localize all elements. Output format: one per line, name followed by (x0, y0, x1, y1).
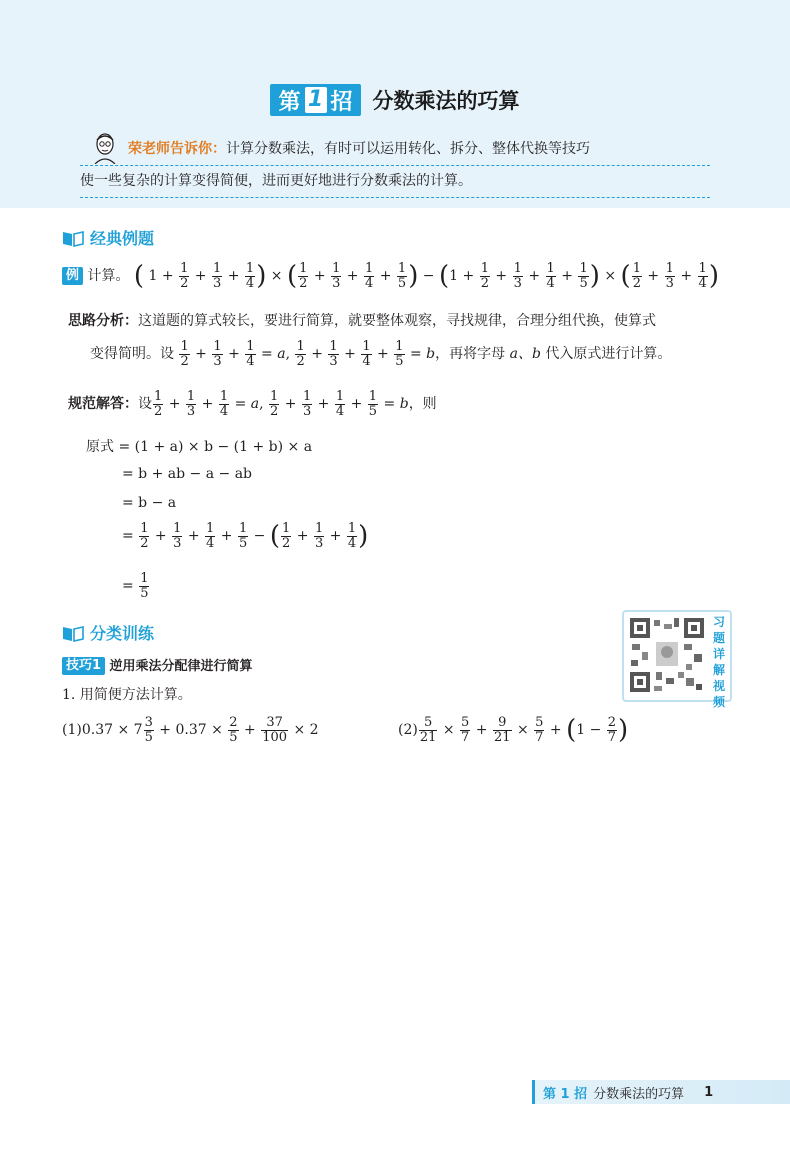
chapter-suffix: 招 (330, 89, 353, 115)
solution-step-4: = $\frac{1}{5}$ (122, 571, 149, 601)
thinking-text-1: 这道题的算式较长，要进行简算，就要整体观察，寻找规律，合理分组代换，使算式 (138, 313, 656, 329)
training-heading-text: 分类训练 (90, 624, 155, 643)
solution-step-3: = $\frac{1}{2}$ + $\frac{1}{3}$ + $\frac{1}{4}$ + $\frac{1}{5}$ − ( $\frac{1}{2}$ + $\frac{1}{3}$ + $\frac{1}{4}$ ) (122, 521, 369, 552)
question-1: 1. 用简便方法计算。 (62, 687, 192, 703)
solution-step-1: = b + ab − a − ab (122, 466, 252, 482)
thinking-line-1 (68, 310, 656, 330)
part-1-label: (1) (62, 722, 82, 739)
qr-code-icon[interactable] (628, 616, 706, 694)
tip-text-1: 计算分数乘法，有时可以运用转化、拆分、整体代换等技巧 (226, 141, 590, 157)
answer-set: 设 (138, 396, 152, 413)
teacher-tip (80, 134, 710, 198)
part-2-label: (2) (398, 722, 418, 739)
solution-step-0: 原式 = (1 + a) × b − (1 + b) × a (86, 439, 313, 455)
tip-line-2 (80, 166, 710, 198)
footer-chapter: 第 1 招 (543, 1086, 588, 1102)
tip-speaker: 荣老师告诉你： (128, 141, 226, 157)
thinking-label: 思路分析： (68, 313, 138, 329)
example-heading-text: 经典例题 (90, 229, 155, 248)
chapter-title: 分数乘法的巧算 (372, 89, 520, 113)
thinking-text-2b: ，再将字母 (435, 346, 506, 363)
thinking-line-2: 变得简明。设 $\frac{1}{2}$ + $\frac{1}{3}$ + $\frac{1}{4}$ = a, $\frac{1}{2}$ + $\frac{1}{3}$ + $\frac{1}{4}$ + $\frac{1}{5}$ = b，再将字母 a、b 代入原式进行计算。 (90, 339, 672, 369)
book-icon (62, 229, 84, 247)
technique-tag: 技巧1 (62, 657, 105, 675)
page-number: 1 (704, 1084, 714, 1100)
qr-code-box[interactable] (622, 610, 732, 709)
thinking-text-2c: 代入原式进行计算。 (545, 346, 672, 363)
answer-label: 规范解答： (68, 396, 138, 413)
tip-line-1 (80, 134, 710, 166)
answer-then: ，则 (408, 396, 437, 413)
page-footer (532, 1080, 790, 1104)
technique-line (62, 655, 253, 675)
chapter-title-row (0, 82, 790, 118)
technique-title: 逆用乘法分配律进行简算 (109, 659, 253, 674)
training-heading (62, 621, 154, 644)
tip-text-2: 使一些复杂的计算变得简便，进而更好地进行分数乘法的计算。 (80, 173, 472, 189)
thinking-text-2a: 变得简明。设 (90, 346, 174, 363)
answer-line: 规范解答：设 $\frac{1}{2}$ + $\frac{1}{3}$ + $\frac{1}{4}$ = a, $\frac{1}{2}$ + $\frac{1}{3}$ + $\frac{1}{4}$ + $\frac{1}{5}$ = b，则 (68, 389, 437, 419)
example-heading (62, 226, 154, 249)
qr-side-text: 习题详解视频 (712, 615, 725, 709)
chapter-badge (270, 84, 360, 116)
teacher-avatar-icon (90, 132, 120, 164)
example-prompt: 计算。 (87, 268, 130, 285)
book-icon (62, 624, 84, 642)
solution-step-2: = b − a (122, 495, 177, 511)
footer-title: 分数乘法的巧算 (593, 1086, 685, 1102)
footer-accent-bar (532, 1080, 535, 1104)
example-expression: 例 计算。 ( 1 + $\frac{1}{2}$ + $\frac{1}{3}$ + $\frac{1}{4}$ ) × ( $\frac{1}{2}$ + $\frac{1}{3}$ + $\frac{1}{4}$ + $\frac{1}{5}$ ) − (1 + $\frac{1}{2}$ + $\frac{1}{3}$ + $\frac{1}{4}$ + $\frac{1}{5}$ ) × ( $\frac{1}{2}$ + $\frac{1}{3}$ + $\frac{1}{4}$ ) (62, 262, 719, 290)
vars-ab: a、b (509, 346, 541, 363)
chapter-number: 1 (305, 87, 327, 113)
chapter-prefix: 第 (278, 89, 301, 115)
example-tag: 例 (62, 267, 83, 285)
exercise-part-1: (1)0.37 × 7 $\frac{3}{5}$ + 0.37 × $\frac{2}{5}$ + $\frac{37}{100}$ × 2 (62, 715, 319, 745)
exercise-part-2: (2) $\frac{5}{21}$ × $\frac{5}{7}$ + $\frac{9}{21}$ × $\frac{5}{7}$ + (1 − $\frac{2}{7}$ ) (398, 715, 629, 746)
